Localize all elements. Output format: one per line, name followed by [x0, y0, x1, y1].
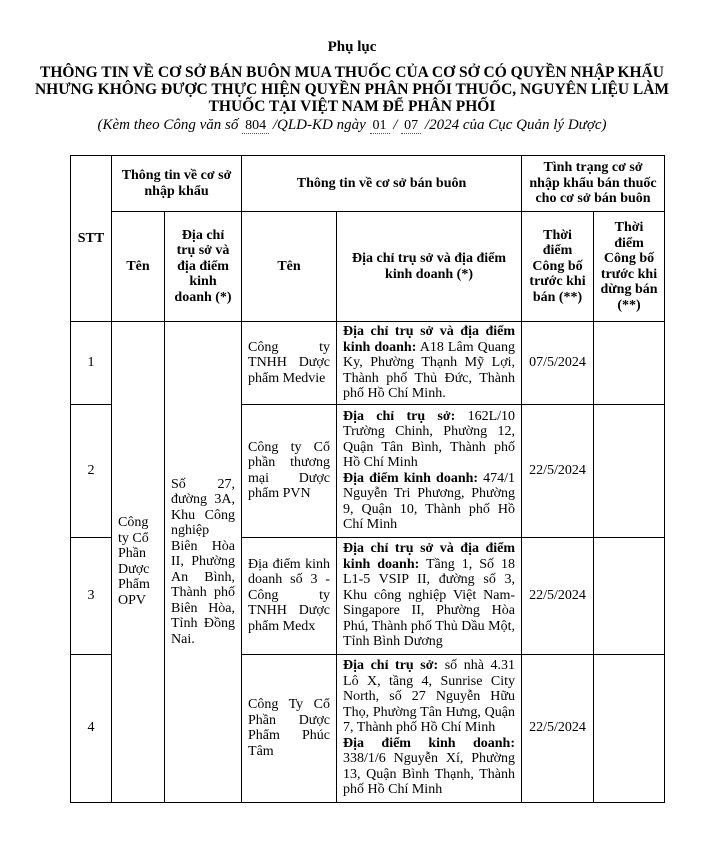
header-importer-name: Tên	[112, 212, 165, 322]
importer-address: Số 27, đường 3A, Khu Công nghiệp Biên Hòa II, Phường An Bình, Thành phố Biên Hòa, Tỉnh Đồng Nai.	[165, 322, 242, 803]
document-month: 07	[401, 118, 421, 134]
wholesaler-name: Công ty Cổ phần thương mại Dược phẩm PVN	[242, 404, 337, 537]
header-wholesaler-group: Thông tin về cơ sở bán buôn	[242, 156, 522, 212]
header-wholesaler-address: Địa chỉ trụ sở và địa điểm kinh doanh (*)	[337, 212, 522, 322]
address-text: A18 Lâm Quang Ky, Phường Thạnh Mỹ Lợi, Thành phố Thủ Đức, Thành phố Hồ Chí Minh.	[343, 339, 516, 401]
document-reference	[0, 116, 704, 135]
row-stt: 2	[71, 404, 112, 537]
address-label: Địa chỉ trụ sở và địa điểm kinh doanh:	[343, 324, 516, 355]
address-text: Tầng 1, Số 18 L1-5 VSIP II, đường số 3, Khu công nghiệp Việt Nam-Singapore II, Phường Hòa Phú, Thành phố Thủ Dầu Một, Tỉnh Bình Dương	[343, 556, 516, 650]
header-importer-address: Địa chỉ trụ sở và địa điểm kinh doanh (*)	[165, 212, 242, 322]
header-time-stop: Thời điểm Công bố trước khi dừng bán (**)	[594, 212, 665, 322]
address-text: số nhà 4.31 Lô X, tầng 4, Sunrise City North, số 27 Nguyễn Hữu Thọ, Phường Tân Hưng, Quận 7, Thành phố Hồ Chí Minh	[343, 658, 516, 736]
header-status-group: Tình trạng cơ sở nhập khẩu bán thuốc cho cơ sở bán buôn	[522, 156, 665, 212]
wholesaler-name: Công Ty Cổ Phần Dược Phẩm Phúc Tâm	[242, 654, 337, 802]
row-stt: 1	[71, 322, 112, 405]
row-stt: 3	[71, 537, 112, 654]
time-start: 22/5/2024	[522, 537, 594, 654]
document-title: THÔNG TIN VỀ CƠ SỞ BÁN BUÔN MUA THUỐC CỦA CƠ SỞ CÓ QUYỀN NHẬP KHẨU NHƯNG KHÔNG ĐƯỢC THỰC HIỆN QUYỀN PHÂN PHỐI THUỐC, NGUYÊN LIỆU LÀM THUỐC TẠI VIỆT NAM ĐỂ PHÂN PHỐI	[34, 64, 670, 115]
wholesaler-address	[337, 654, 522, 802]
appendix-title: Phụ lục	[327, 39, 377, 55]
wholesaler-address	[337, 322, 522, 405]
header-importer-group: Thông tin về cơ sở nhập khẩu	[112, 156, 242, 212]
reference-prefix: (Kèm theo Công văn số	[97, 117, 239, 133]
address-label: Địa chỉ trụ sở:	[343, 408, 456, 424]
time-start: 07/5/2024	[522, 322, 594, 405]
time-stop	[594, 322, 665, 405]
business-location-label: Địa điểm kinh doanh:	[343, 735, 516, 751]
business-location-text: 474/1 Nguyễn Tri Phương, Phường 9, Quận 10, Thành phố Hồ Chí Minh	[343, 470, 516, 532]
reference-suffix: /2024 của Cục Quản lý Dược)	[424, 117, 607, 133]
table-row	[71, 322, 665, 405]
document-header	[0, 38, 704, 135]
reference-mid: /QLD-KD ngày	[272, 117, 366, 133]
header-wholesaler-name: Tên	[242, 212, 337, 322]
time-stop	[594, 654, 665, 802]
address-text: 162L/10 Trường Chinh, Phường 12, Quận Tân Bình, Thành phố Hồ Chí Minh	[343, 408, 516, 470]
wholesaler-name: Công ty TNHH Dược phẩm Medvie	[242, 322, 337, 405]
business-location-text: 338/1/6 Nguyễn Xí, Phường 13, Quận Bình Thạnh, Thành phố Hồ Chí Minh	[343, 751, 516, 798]
time-start: 22/5/2024	[522, 654, 594, 802]
row-stt: 4	[71, 654, 112, 802]
time-stop	[594, 404, 665, 537]
wholesaler-address	[337, 537, 522, 654]
document-number: 804	[242, 118, 269, 134]
wholesaler-address	[337, 404, 522, 537]
address-label: Địa chỉ trụ sở:	[343, 658, 439, 674]
time-start: 22/5/2024	[522, 404, 594, 537]
wholesaler-table	[70, 155, 665, 803]
time-stop	[594, 537, 665, 654]
business-location-label: Địa điểm kinh doanh:	[343, 470, 479, 486]
wholesaler-name: Địa điểm kinh doanh số 3 - Công ty TNHH Dược phẩm Medx	[242, 537, 337, 654]
header-time-start: Thời điểm Công bố trước khi bán (**)	[522, 212, 594, 322]
importer-name: Công ty Cổ Phần Dược Phẩm OPV	[112, 322, 165, 803]
header-stt: STT	[71, 156, 112, 322]
date-separator: /	[393, 117, 398, 133]
address-label: Địa chỉ trụ sở và địa điểm kinh doanh:	[343, 541, 516, 572]
document-day: 01	[370, 118, 390, 134]
